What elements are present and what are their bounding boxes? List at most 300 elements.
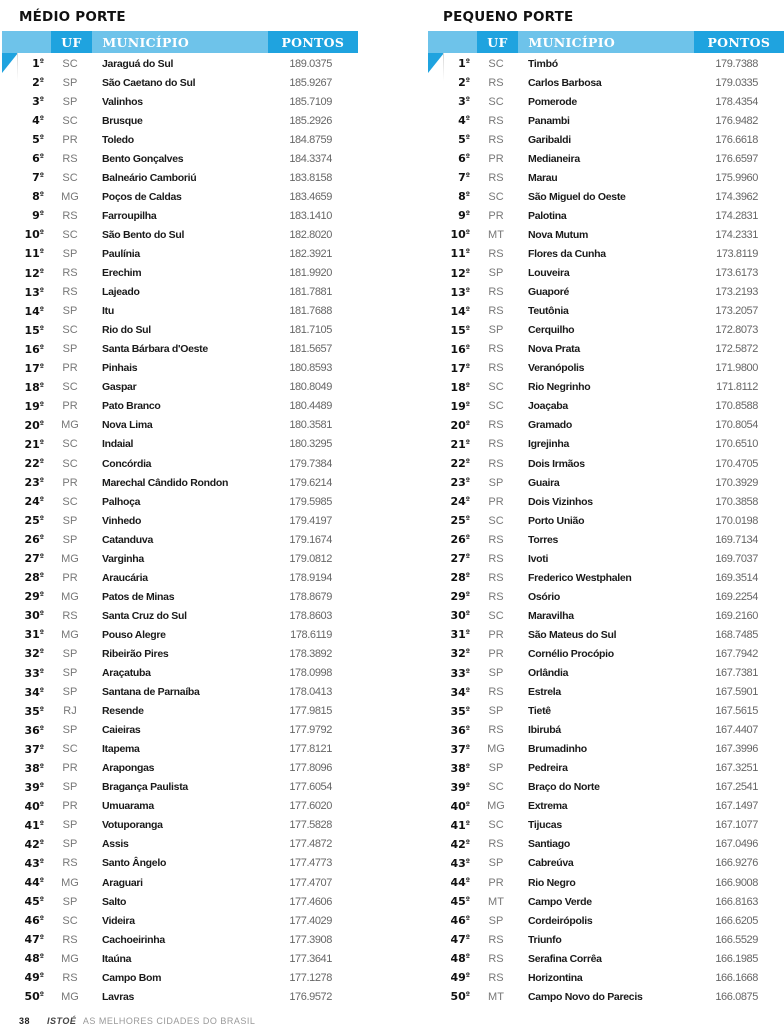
municipio-cell: Pedreira	[528, 762, 568, 775]
pontos-cell: 177.9792	[289, 724, 332, 737]
pontos-cell: 169.2160	[715, 609, 758, 622]
municipio-cell: Ribeirão Pires	[102, 647, 169, 660]
pontos-cell: 169.2254	[715, 590, 758, 603]
rank-number: 39	[24, 780, 40, 794]
ordinal-suffix: º	[465, 266, 470, 276]
pontos-cell: 178.8603	[289, 609, 332, 622]
pontos-cell: 178.8679	[289, 590, 332, 603]
rank	[428, 819, 470, 832]
municipio-cell: Caieiras	[102, 724, 141, 737]
uf-cell: SP	[62, 781, 78, 794]
municipio-cell: Umuarama	[102, 800, 154, 813]
ordinal-suffix: º	[465, 742, 470, 752]
uf-cell: SP	[62, 895, 78, 908]
rank	[2, 552, 44, 565]
municipio-cell: Salto	[102, 895, 127, 908]
pontos-cell: 178.6119	[290, 628, 332, 641]
ordinal-suffix: º	[465, 533, 470, 543]
table-row	[2, 244, 358, 263]
uf-cell: RS	[488, 362, 504, 375]
uf-cell: MG	[61, 552, 79, 565]
pontos-cell: 167.7381	[715, 667, 758, 680]
rank	[2, 933, 44, 946]
table-row	[428, 244, 784, 263]
pontos-cell: 177.4029	[289, 914, 332, 927]
pontos-cell: 167.1497	[715, 800, 758, 813]
municipio-cell: São Bento do Sul	[102, 228, 185, 241]
municipio-cell: Louveira	[528, 267, 570, 280]
table-row	[428, 911, 784, 930]
ordinal-suffix: º	[39, 209, 44, 219]
ordinal-suffix: º	[39, 228, 44, 238]
uf-cell: SC	[62, 228, 78, 241]
municipio-cell: Frederico Westphalen	[528, 571, 632, 584]
rank	[2, 400, 44, 413]
municipio-cell: Cachoeirinha	[102, 933, 165, 946]
table-row	[2, 683, 358, 702]
municipio-cell: Flores da Cunha	[528, 247, 606, 260]
pontos-cell: 181.7105	[289, 324, 332, 337]
rank	[2, 76, 44, 89]
rank-number: 5	[32, 133, 40, 147]
rank	[428, 95, 470, 108]
table-row	[2, 740, 358, 759]
ordinal-suffix: º	[39, 399, 44, 409]
table-row	[428, 511, 784, 530]
table-row	[428, 168, 784, 187]
rank-number: 45	[450, 895, 466, 909]
ordinal-suffix: º	[39, 380, 44, 390]
uf-cell: SC	[62, 438, 78, 451]
rank-number: 38	[24, 761, 40, 775]
rank	[428, 647, 470, 660]
uf-cell: MG	[487, 743, 505, 756]
rank-number: 17	[24, 361, 40, 375]
pontos-cell: 178.4354	[715, 95, 758, 108]
pontos-cell: 169.7037	[715, 552, 758, 565]
rank	[2, 114, 44, 127]
municipio-cell: Itapema	[102, 743, 140, 756]
ranking-rows	[428, 54, 784, 1006]
uf-cell: MT	[488, 990, 504, 1003]
rank	[2, 647, 44, 660]
table-row	[428, 625, 784, 644]
ordinal-suffix: º	[465, 152, 470, 162]
pontos-cell: 167.2541	[715, 781, 758, 794]
rank	[2, 590, 44, 603]
ordinal-suffix: º	[465, 571, 470, 581]
table-row	[2, 321, 358, 340]
table-row	[428, 549, 784, 568]
rank	[428, 990, 470, 1003]
rank	[2, 686, 44, 699]
table-row	[2, 968, 358, 987]
uf-cell: MG	[61, 590, 79, 603]
uf-cell: SP	[488, 857, 504, 870]
rank-number: 30	[24, 609, 40, 623]
rank	[428, 857, 470, 870]
rank-number: 19	[450, 399, 466, 413]
municipio-cell: Lavras	[102, 990, 135, 1003]
municipio-cell: Itaúna	[102, 952, 132, 965]
municipio-cell: Timbó	[528, 57, 558, 70]
rank	[428, 343, 470, 356]
table-row	[428, 644, 784, 663]
municipio-cell: Palotina	[528, 209, 567, 222]
table-row	[428, 321, 784, 340]
table-row	[2, 340, 358, 359]
pontos-cell: 179.6214	[289, 476, 332, 489]
rank	[2, 743, 44, 756]
uf-cell: RS	[488, 457, 504, 470]
pontos-cell: 170.3929	[715, 476, 758, 489]
uf-cell: PR	[62, 362, 78, 375]
table-row	[2, 302, 358, 321]
municipio-cell: Gramado	[528, 419, 572, 432]
pontos-cell: 180.4489	[289, 400, 332, 413]
rank-number: 9	[32, 209, 40, 223]
ordinal-suffix: º	[465, 380, 470, 390]
rank-number: 30	[450, 609, 466, 623]
municipio-cell: Arapongas	[102, 762, 155, 775]
header-pontos: PONTOS	[268, 31, 358, 53]
table-row	[2, 549, 358, 568]
uf-cell: RS	[488, 133, 504, 146]
page-number: 38	[19, 1016, 31, 1026]
table-row	[428, 816, 784, 835]
table-row	[2, 54, 358, 73]
municipio-cell: Maravilha	[528, 609, 574, 622]
uf-cell: SC	[488, 190, 504, 203]
rank-number: 25	[24, 514, 40, 528]
pontos-cell: 174.2331	[715, 228, 758, 241]
rank	[428, 57, 470, 70]
rank	[428, 914, 470, 927]
uf-cell: SP	[62, 819, 78, 832]
rank	[2, 95, 44, 108]
municipio-cell: Balneário Camboriú	[102, 171, 197, 184]
municipio-cell: Serafina Corrêa	[528, 952, 602, 965]
uf-cell: RS	[62, 857, 78, 870]
municipio-cell: Ibirubá	[528, 724, 561, 737]
pontos-cell: 170.6510	[715, 438, 758, 451]
rank	[2, 895, 44, 908]
pontos-cell: 177.4606	[289, 895, 332, 908]
rank	[428, 590, 470, 603]
municipio-cell: Garibaldi	[528, 133, 571, 146]
municipio-cell: Ivoti	[528, 552, 549, 565]
rank	[2, 267, 44, 280]
uf-cell: PR	[488, 876, 504, 889]
pontos-cell: 185.9267	[289, 76, 332, 89]
rank	[2, 57, 44, 70]
municipio-cell: Igrejinha	[528, 438, 570, 451]
table-row	[2, 264, 358, 283]
ordinal-suffix: º	[39, 742, 44, 752]
municipio-cell: São Mateus do Sul	[528, 628, 617, 641]
rank-number: 27	[24, 552, 40, 566]
ordinal-suffix: º	[39, 761, 44, 771]
ordinal-suffix: º	[465, 418, 470, 428]
table-row	[2, 644, 358, 663]
ordinal-suffix: º	[465, 761, 470, 771]
municipio-cell: Toledo	[102, 133, 134, 146]
rank	[428, 514, 470, 527]
rank-number: 28	[450, 571, 466, 585]
uf-cell: PR	[488, 152, 504, 165]
uf-cell: MG	[61, 190, 79, 203]
table-row	[428, 949, 784, 968]
rank	[428, 971, 470, 984]
rank-number: 42	[24, 837, 40, 851]
uf-cell: RS	[488, 686, 504, 699]
ordinal-suffix: º	[465, 933, 470, 943]
table-row	[2, 187, 358, 206]
rank-number: 16	[450, 342, 466, 356]
pontos-cell: 168.7485	[715, 628, 758, 641]
rank-number: 43	[450, 856, 466, 870]
municipio-cell: Videira	[102, 914, 135, 927]
municipio-cell: Joaçaba	[528, 400, 568, 413]
rank-number: 28	[24, 571, 40, 585]
rank-number: 8	[32, 190, 40, 204]
rank	[428, 762, 470, 775]
table-row	[2, 816, 358, 835]
pontos-cell: 177.8121	[289, 743, 332, 756]
rank	[2, 971, 44, 984]
rank-number: 46	[450, 914, 466, 928]
ordinal-suffix: º	[465, 171, 470, 181]
page-footer	[19, 1016, 255, 1026]
uf-cell: SC	[62, 381, 78, 394]
rank	[428, 800, 470, 813]
table-row	[2, 702, 358, 721]
ordinal-suffix: º	[465, 95, 470, 105]
table-row	[428, 187, 784, 206]
ordinal-suffix: º	[465, 647, 470, 657]
uf-cell: SP	[488, 267, 504, 280]
uf-cell: RS	[488, 171, 504, 184]
uf-cell: SP	[62, 533, 78, 546]
pontos-cell: 182.8020	[289, 228, 332, 241]
section-title: PEQUENO PORTE	[443, 9, 574, 25]
rank-number: 4	[458, 114, 466, 128]
pontos-cell: 177.3641	[289, 952, 332, 965]
pontos-cell: 178.3892	[289, 647, 332, 660]
pontos-cell: 180.3295	[289, 438, 332, 451]
municipio-cell: Triunfo	[528, 933, 562, 946]
table-row	[2, 797, 358, 816]
pontos-cell: 183.8158	[289, 171, 332, 184]
uf-cell: SC	[62, 324, 78, 337]
pontos-cell: 169.7134	[715, 533, 758, 546]
rank-number: 26	[450, 533, 466, 547]
rank	[2, 914, 44, 927]
table-row	[428, 416, 784, 435]
rank-number: 12	[24, 266, 40, 280]
table-row	[2, 835, 358, 854]
rank-number: 14	[450, 304, 466, 318]
pontos-cell: 177.4872	[289, 838, 332, 851]
pontos-cell: 180.8593	[289, 362, 332, 375]
rank-number: 12	[450, 266, 466, 280]
rank	[2, 362, 44, 375]
table-row	[428, 111, 784, 130]
municipio-cell: Gaspar	[102, 381, 137, 394]
uf-cell: RS	[488, 114, 504, 127]
table-row	[2, 892, 358, 911]
municipio-cell: Cordeirópolis	[528, 914, 593, 927]
rank-number: 31	[24, 628, 40, 642]
uf-cell: RS	[488, 286, 504, 299]
ordinal-suffix: º	[465, 971, 470, 981]
pontos-cell: 177.1278	[289, 971, 332, 984]
ordinal-suffix: º	[39, 971, 44, 981]
ordinal-suffix: º	[39, 685, 44, 695]
header-uf: UF	[477, 31, 519, 53]
rank-number: 1	[32, 57, 40, 71]
municipio-cell: Bento Gonçalves	[102, 152, 184, 165]
rank	[2, 667, 44, 680]
table-row	[2, 168, 358, 187]
pontos-cell: 171.8112	[716, 381, 758, 394]
rank-number: 7	[458, 171, 466, 185]
rank-number: 22	[24, 457, 40, 470]
pontos-cell: 179.1674	[289, 533, 332, 546]
pontos-cell: 179.5985	[289, 495, 332, 508]
rank-number: 4	[32, 114, 40, 128]
rank-number: 10	[450, 228, 466, 242]
rank	[2, 419, 44, 432]
ordinal-suffix: º	[465, 342, 470, 352]
pontos-cell: 181.5657	[289, 343, 332, 356]
rank-number: 46	[24, 914, 40, 928]
uf-cell: RS	[62, 209, 78, 222]
table-row	[428, 664, 784, 683]
uf-cell: SC	[62, 914, 78, 927]
rank	[428, 628, 470, 641]
ordinal-suffix: º	[39, 933, 44, 943]
pontos-cell: 181.7688	[289, 305, 332, 318]
municipio-cell: Campo Bom	[102, 971, 162, 984]
rank-number: 6	[458, 152, 466, 166]
rank	[428, 552, 470, 565]
rank-number: 26	[24, 533, 40, 547]
rank	[2, 209, 44, 222]
table-row	[428, 930, 784, 949]
rank-number: 40	[450, 799, 466, 813]
uf-cell: PR	[488, 495, 504, 508]
rank	[428, 667, 470, 680]
table-row	[2, 949, 358, 968]
municipio-cell: Poços de Caldas	[102, 190, 182, 203]
table-row	[2, 511, 358, 530]
rank	[2, 190, 44, 203]
pontos-cell: 177.4707	[289, 876, 332, 889]
municipio-cell: Araucária	[102, 571, 148, 584]
ordinal-suffix: º	[465, 476, 470, 486]
rank-number: 38	[450, 761, 466, 775]
municipio-cell: Cabreúva	[528, 857, 574, 870]
uf-cell: MG	[61, 952, 79, 965]
ordinal-suffix: º	[39, 895, 44, 905]
municipio-cell: Rio Negrinho	[528, 381, 591, 394]
pontos-cell: 172.8073	[715, 324, 758, 337]
municipio-cell: Teutônia	[528, 305, 569, 318]
uf-cell: RS	[62, 971, 78, 984]
pontos-cell: 166.1668	[715, 971, 758, 984]
ordinal-suffix: º	[465, 247, 470, 257]
ordinal-suffix: º	[39, 323, 44, 333]
uf-cell: SP	[488, 476, 504, 489]
pontos-cell: 179.4197	[289, 514, 332, 527]
ordinal-suffix: º	[39, 856, 44, 866]
rank-number: 20	[450, 418, 466, 432]
municipio-cell: Marechal Cândido Rondon	[102, 476, 229, 489]
uf-cell: MT	[488, 895, 504, 908]
rank-number: 39	[450, 780, 466, 794]
ordinal-suffix: º	[465, 552, 470, 562]
pontos-cell: 176.9482	[715, 114, 758, 127]
ordinal-suffix: º	[465, 780, 470, 790]
pontos-cell: 173.2193	[715, 286, 758, 299]
pontos-cell: 167.0496	[715, 838, 758, 851]
table-row	[428, 454, 784, 473]
rank	[428, 457, 470, 470]
uf-cell: SP	[62, 76, 78, 89]
ordinal-suffix: º	[465, 323, 470, 333]
municipio-cell: Santiago	[528, 838, 570, 851]
ordinal-suffix: º	[465, 666, 470, 676]
uf-cell: SP	[62, 247, 78, 260]
pontos-cell: 176.6618	[715, 133, 758, 146]
rank-number: 21	[450, 437, 466, 451]
uf-cell: PR	[62, 800, 78, 813]
rank-number: 13	[450, 285, 466, 299]
rank-number: 23	[24, 476, 40, 490]
ordinal-suffix: º	[39, 342, 44, 352]
rank-number: 20	[24, 418, 40, 432]
pontos-cell: 181.7881	[289, 286, 332, 299]
rank-number: 3	[458, 95, 466, 109]
rank-number: 8	[458, 190, 466, 204]
rank	[428, 895, 470, 908]
table-row	[428, 854, 784, 873]
ordinal-suffix: º	[39, 418, 44, 428]
ordinal-suffix: º	[39, 780, 44, 790]
table-row	[2, 987, 358, 1006]
rank-number: 18	[450, 380, 466, 394]
ordinal-suffix: º	[465, 704, 470, 714]
uf-cell: RS	[488, 933, 504, 946]
uf-cell: PR	[488, 647, 504, 660]
rank	[428, 838, 470, 851]
rank	[428, 400, 470, 413]
municipio-cell: Pinhais	[102, 362, 138, 375]
municipio-cell: Bragança Paulista	[102, 781, 188, 794]
table-row	[428, 92, 784, 111]
table-row	[2, 759, 358, 778]
pontos-cell: 167.3996	[715, 743, 758, 756]
rank-number: 37	[24, 742, 40, 756]
ordinal-suffix: º	[465, 628, 470, 638]
municipio-cell: Brusque	[102, 114, 143, 127]
ordinal-suffix: º	[39, 876, 44, 886]
municipio-cell: Horizontina	[528, 971, 583, 984]
header-municipio: MUNICÍPIO	[528, 35, 616, 50]
pontos-cell: 179.7388	[715, 57, 758, 70]
table-row	[428, 54, 784, 73]
